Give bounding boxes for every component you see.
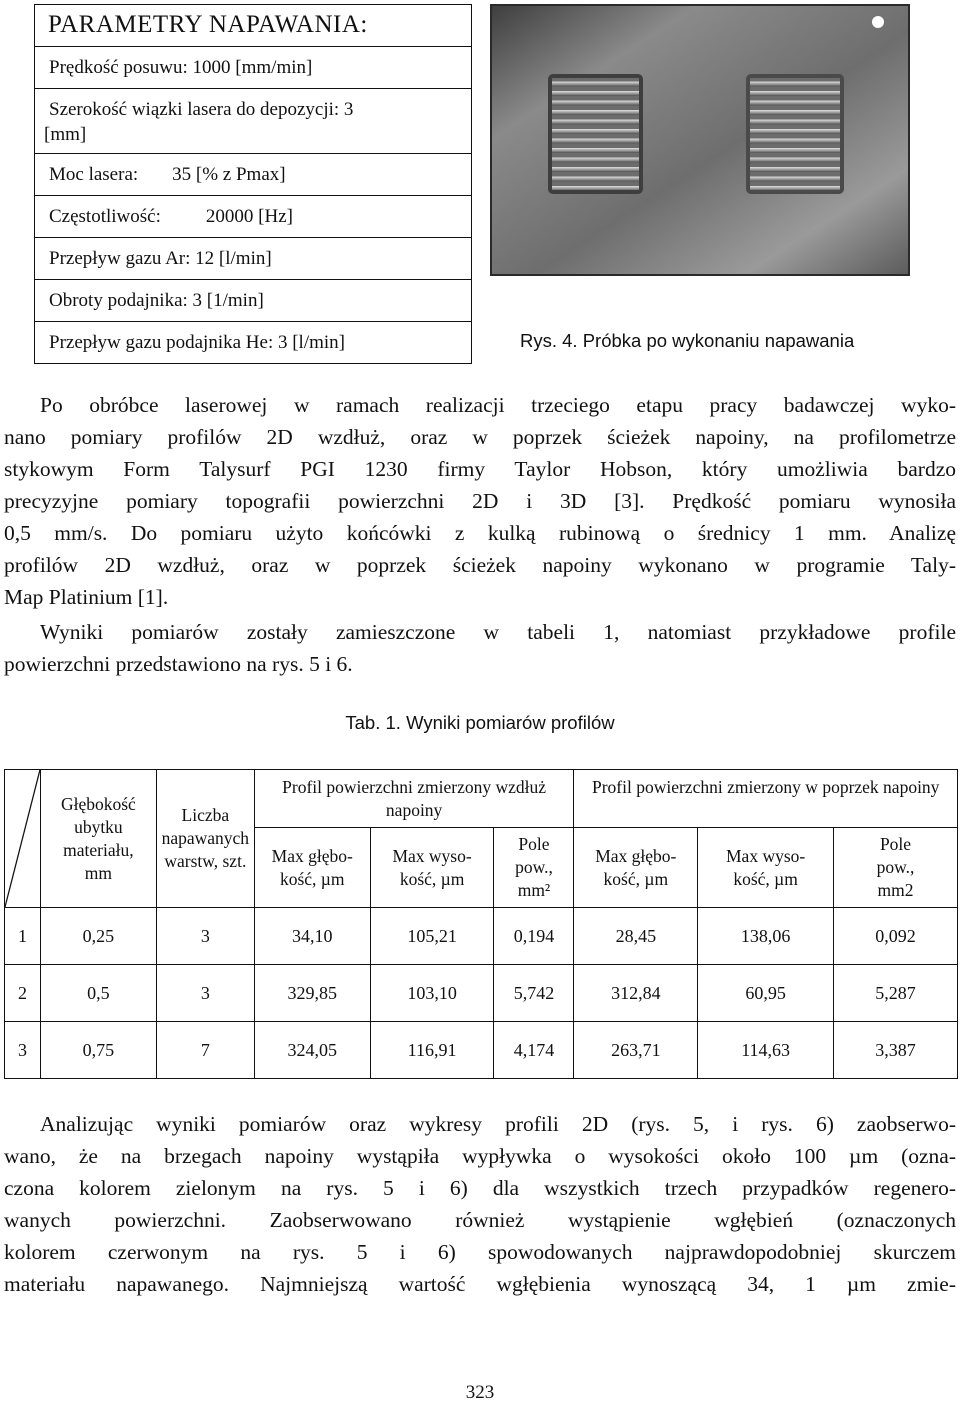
results-table [4,769,958,1079]
param-frequency-value: 20000 [Hz] [205,206,293,227]
table-cell: 7 [156,1022,254,1079]
paragraph-line: Map Platinium [1]. [4,585,169,609]
header-layers: Liczba napawanych warstw, szt. [156,770,254,908]
table-cell: 5,742 [494,965,574,1022]
param-laser-power-value: 35 [% z Pmax] [172,164,286,185]
table-cell: 312,84 [574,965,698,1022]
table-cell: 0,75 [40,1022,156,1079]
header-max-height-along: Max wyso-kość, µm [370,828,494,908]
param-laser-power [35,154,471,196]
table-cell: 138,06 [698,908,834,965]
param-feed-rate: Prędkość posuwu: 1000 [mm/min] [35,47,471,89]
table-cell: 3,387 [834,1022,958,1079]
table-cell: 324,05 [254,1022,370,1079]
header-group-across: Profil powierzchni zmierzony w poprzek napoiny [574,770,958,828]
table-cell: 34,10 [254,908,370,965]
header-area-across: Pole pow., mm2 [834,828,958,908]
table-cell: 329,85 [254,965,370,1022]
param-helium-flow: Przepływ gazu podajnika He: 3 [l/min] [49,332,346,353]
table-cell: 0,25 [40,908,156,965]
table-cell: 5,287 [834,965,958,1022]
paragraph-line: precyzyjne pomiary topografii powierzchni 2D i 3D [3]. Prędkość pomiaru wynosiła [4,489,956,513]
table-cell: 105,21 [370,908,494,965]
table-cell: 4,174 [494,1022,574,1079]
table-cell: 28,45 [574,908,698,965]
paragraph-line: Analizując wyniki pomiarów oraz wykresy profili 2D (rys. 5, i rys. 6) zaobserwo- [40,1112,956,1136]
table-caption: Tab. 1. Wyniki pomiarów profilów [345,712,615,733]
parameters-title: PARAMETRY NAPAWANIA: [35,5,471,47]
table-cell: 3 [156,965,254,1022]
table-cell: 3 [156,908,254,965]
sample-photo-image [490,4,910,276]
table-row [5,908,958,965]
table-cell: 0,194 [494,908,574,965]
param-argon-flow: Przepływ gazu Ar: 12 [l/min] [35,238,471,280]
param-feeder-speed: Obroty podajnika: 3 [1/min] [35,280,471,322]
paragraph-2 [4,616,956,680]
header-max-height-across: Max wyso-kość, µm [698,828,834,908]
right-cladding-area [746,74,844,194]
table-cell: 114,63 [698,1022,834,1079]
header-group-along: Profil powierzchni zmierzony wzdłuż napoiny [254,770,574,828]
header-area-along: Pole pow., mm² [494,828,574,908]
param-beam-width-text: Szerokość wiązki lasera do depozycji: 3 [49,99,354,120]
paragraph-line: materiału napawanego. Najmniejszą wartość wgłębienia wynoszącą 34, 1 µm zmie- [4,1272,956,1296]
paragraph-1 [4,389,956,613]
table-cell: 116,91 [370,1022,494,1079]
parameters-box [34,4,472,364]
paragraph-line: profilów 2D wzdłuż, oraz w poprzek ścieżek napoiny wykonano w programie Taly- [4,553,956,577]
param-frequency-label: Częstotliwość: [49,206,161,227]
header-depth: Głębokość ubytku materiału, mm [40,770,156,908]
param-frequency [35,196,471,238]
paragraph-line: Wyniki pomiarów zostały zamieszczone w tabeli 1, natomiast przykładowe profile [40,620,956,644]
paragraph-3 [4,1108,956,1300]
figure-caption: Rys. 4. Próbka po wykonaniu napawania [520,330,855,351]
table-cell: 3 [5,1022,41,1079]
paragraph-line: kolorem czerwonym na rys. 5 i 6) spowodowanych najprawdopodobniej skurczem [4,1240,956,1264]
page-number: 323 [465,1382,495,1403]
diagonal-line [5,770,40,907]
param-beam-width [35,89,471,154]
table-cell: 263,71 [574,1022,698,1079]
table-row [5,965,958,1022]
table-cell: 2 [5,965,41,1022]
table-cell: 1 [5,908,41,965]
table-cell: 0,092 [834,908,958,965]
paragraph-line: Po obróbce laserowej w ramach realizacji trzeciego etapu pracy badawczej wyko- [40,393,956,417]
param-laser-power-label: Moc lasera: [49,164,139,185]
paragraph-line: wanych powierzchni. Zaobserwowano również wystąpienie wgłębień (oznaczonych [4,1208,956,1232]
sample-photo [490,4,910,276]
table-cell: 60,95 [698,965,834,1022]
header-max-depth-across: Max głębo-kość, µm [574,828,698,908]
paragraph-line: wano, że na brzegach napoiny wystąpiła wypływka o wysokości około 100 µm (ozna- [4,1144,956,1168]
table-row [5,1022,958,1079]
param-beam-width-unit: [mm] [44,124,87,145]
table-cell: 103,10 [370,965,494,1022]
table-cell: 0,5 [40,965,156,1022]
header-max-depth-along: Max głębo-kość, µm [254,828,370,908]
paragraph-line: nano pomiary profilów 2D wzdłuż, oraz w poprzek ścieżek napoiny, na profilometrze [4,425,956,449]
paragraph-line: powierzchni przedstawiono na rys. 5 i 6. [4,652,353,676]
paragraph-line: czona kolorem zielonym na rys. 5 i 6) dla wszystkich trzech przypadków regenero- [4,1176,956,1200]
paragraph-line: stykowym Form Talysurf PGI 1230 firmy Taylor Hobson, który umożliwia bardzo [4,457,956,481]
paragraph-line: 0,5 mm/s. Do pomiaru użyto końcówki z kulką rubinową o średnicy 1 mm. Analizę [4,521,956,545]
table-corner-cell [5,770,41,908]
left-cladding-area [548,74,643,194]
